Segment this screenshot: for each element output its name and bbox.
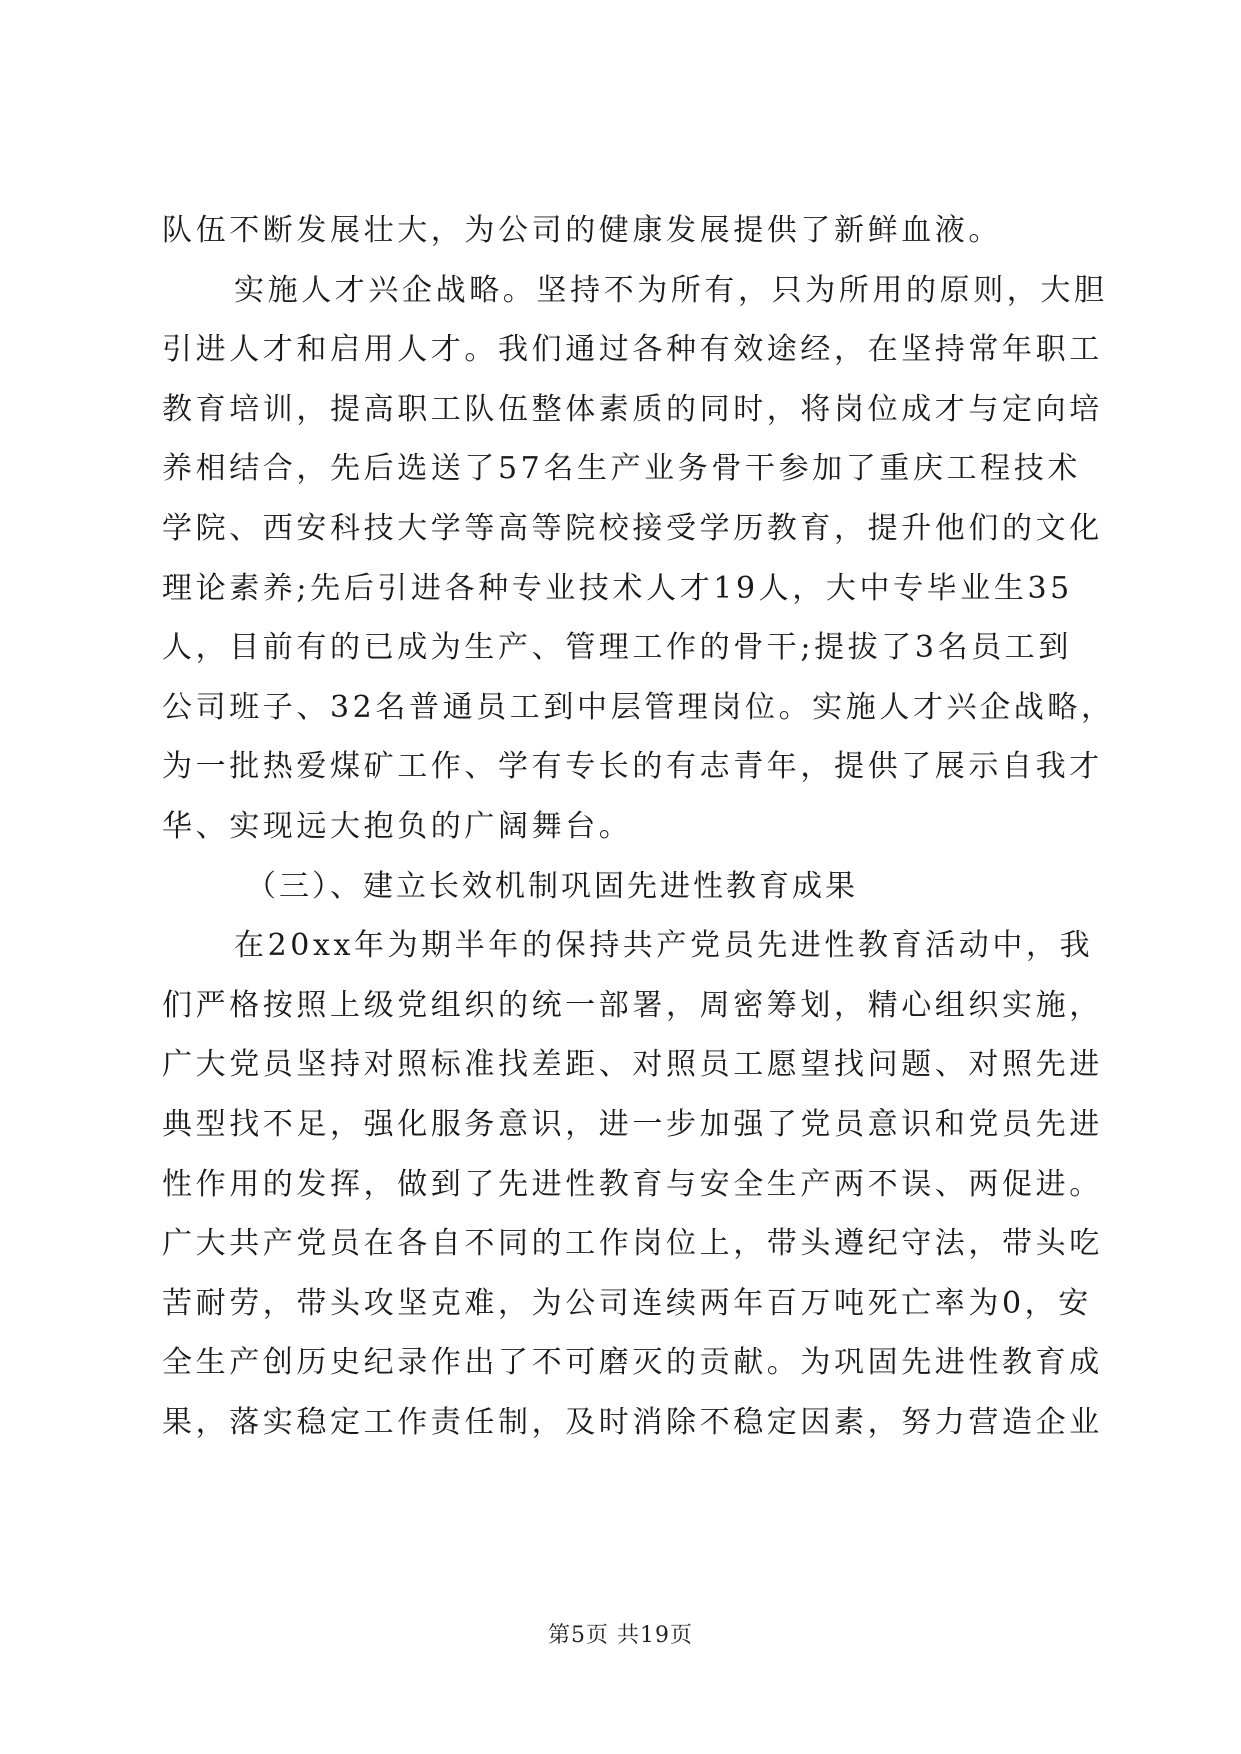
text-line: 果，落实稳定工作责任制，及时消除不稳定因素，努力营造企业 (162, 1404, 1103, 1440)
document-body (162, 201, 1115, 1452)
paragraph-start-line: 实施人才兴企战略。坚持不为所有，只为所用的原则，大胆 (234, 272, 1108, 308)
text-line: 养相结合，先后选送了57名生产业务骨干参加了重庆工程技术 (162, 451, 1081, 487)
text-line: 人，目前有的已成为生产、管理工作的骨干;提拔了3名员工到 (162, 630, 1072, 666)
text-line: 理论素养;先后引进各种专业技术人才19人，大中专毕业生35 (162, 570, 1073, 606)
text-line: 为一批热爱煤矿工作、学有专长的有志青年，提供了展示自我才 (162, 749, 1103, 785)
text-line: 典型找不足，强化服务意识，进一步加强了党员意识和党员先进 (162, 1106, 1103, 1142)
text-line: 苦耐劳，带头攻坚克难，为公司连续两年百万吨死亡率为0，安 (162, 1285, 1092, 1321)
text-line: 广大共产党员在各自不同的工作岗位上，带头遵纪守法，带头吃 (162, 1226, 1103, 1262)
text-line: 广大党员坚持对照标准找差距、对照员工愿望找问题、对照先进 (162, 1047, 1103, 1083)
text-line: 引进人才和启用人才。我们通过各种有效途经，在坚持常年职工 (162, 332, 1103, 368)
text-line: 队伍不断发展壮大，为公司的健康发展提供了新鲜血液。 (162, 213, 1002, 248)
section-heading: （三）、建立长效机制巩固先进性教育成果 (246, 868, 858, 904)
paragraph-start-line: 在20xx年为期半年的保持共产党员先进性教育活动中，我 (234, 928, 1094, 964)
page-number-footer: 第5页 共19页 (548, 1623, 693, 1648)
text-line: 教育培训，提高职工队伍整体素质的同时，将岗位成才与定向培 (162, 391, 1103, 427)
text-line: 性作用的发挥，做到了先进性教育与安全生产两不误、两促进。 (162, 1166, 1103, 1202)
text-line: 学院、西安科技大学等高等院校接受学历教育，提升他们的文化 (162, 510, 1103, 546)
text-line: 全生产创历史纪录作出了不可磨灭的贡献。为巩固先进性教育成 (162, 1345, 1103, 1381)
text-line: 华、实现远大抱负的广阔舞台。 (162, 808, 633, 844)
text-line: 公司班子、32名普通员工到中层管理岗位。实施人才兴企战略， (162, 689, 1115, 725)
text-line: 们严格按照上级党组织的统一部署，周密筹划，精心组织实施， (162, 987, 1103, 1023)
